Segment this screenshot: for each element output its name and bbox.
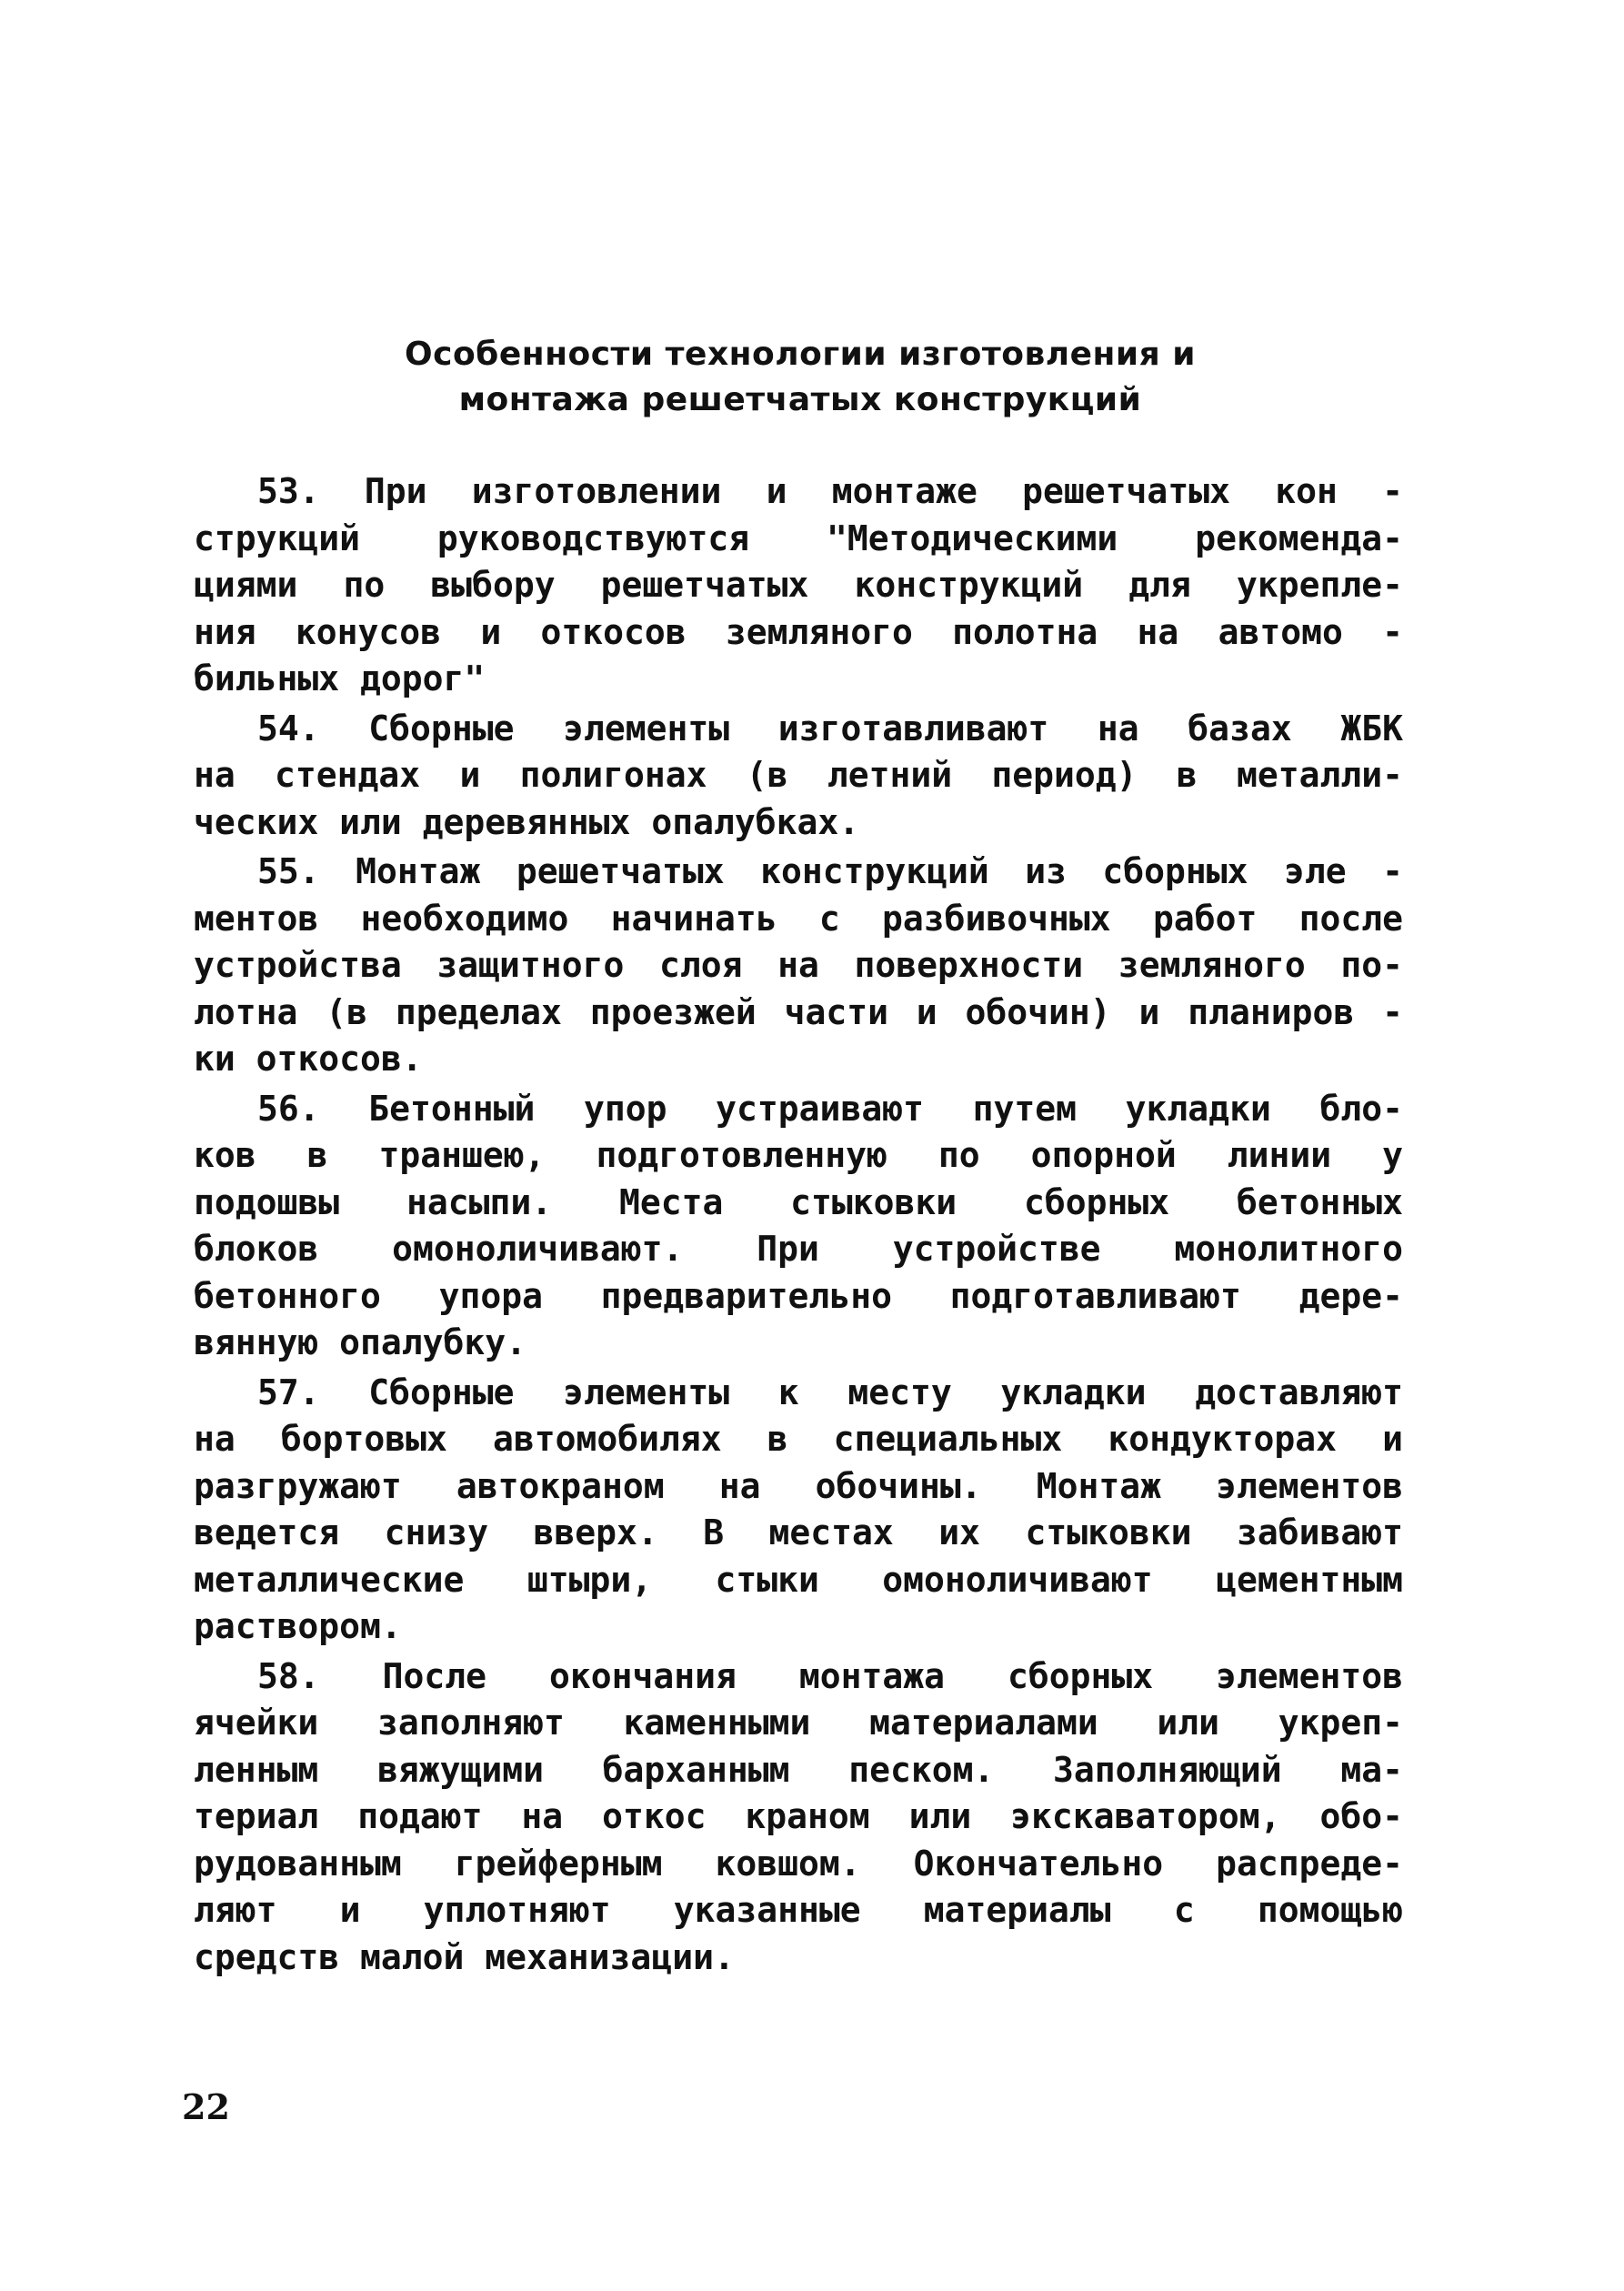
text-line: 55. Монтаж решетчатых конструкций из сборных эле - [257,851,1403,891]
section-heading [382,332,1218,423]
text-line: 56. Бетонный упор устраивают путем укладки бло- [257,1088,1403,1129]
section-heading-line: Особенности технологии изготовления и [405,336,1196,373]
section-heading-line: монтажа решетчатых конструкций [458,381,1142,418]
text-line: металлические штыри, стыки омоноличивают цементным [194,1559,1403,1600]
paragraph-55 [194,849,1403,1083]
text-line: раствором. [194,1606,402,1646]
text-line: вянную опалубку. [194,1322,527,1362]
text-line: струкций руководствуются "Методическими рекоменда- [194,517,1403,558]
paragraph-57 [194,1370,1403,1651]
text-line: териал подают на откос краном или экскаватором, обо- [194,1796,1403,1836]
text-line: блоков омоноличивают. При устройстве монолитного [194,1229,1403,1269]
text-line: ния конусов и откосов земляного полотна на автомо - [194,611,1403,652]
text-line: ведется снизу вверх. В местах их стыковки забивают [194,1512,1403,1552]
text-line: ки откосов. [194,1039,423,1079]
text-line: разгружают автокраном на обочины. Монтаж элементов [194,1465,1403,1506]
text-line: циями по выбору решетчатых конструкций для укрепле- [194,565,1403,605]
text-line: средств малой механизации. [194,1936,735,1977]
text-line: устройства защитного слоя на поверхности земляного по- [194,945,1403,985]
paragraph-56 [194,1086,1403,1367]
text-line: ячейки заполняют каменными материалами или укреп- [194,1703,1403,1743]
text-line: подошвы насыпи. Места стыковки сборных бетонных [194,1181,1403,1222]
text-line: бетонного упора предварительно подготавливают дере- [194,1275,1403,1316]
text-line: бильных дорог" [194,658,486,698]
text-line: рудованным грейферным ковшом. Окончательно распреде- [194,1843,1403,1884]
text-line: ческих или деревянных опалубках. [194,801,860,842]
paragraph-58 [194,1653,1403,1982]
paragraph-54 [194,706,1403,847]
text-line: на стендах и полигонах (в летний период) в металли- [194,755,1403,795]
text-line: 54. Сборные элементы изготавливают на базах ЖБК [257,708,1403,749]
paragraph-53 [194,468,1403,703]
text-line: 57. Сборные элементы к месту укладки доставляют [257,1372,1403,1412]
text-line: 58. После окончания монтажа сборных элементов [257,1655,1403,1696]
text-line: ков в траншею, подготовленную по опорной линии у [194,1135,1403,1175]
body-text [194,468,1403,1984]
text-line: на бортовых автомобилях в специальных кондукторах и [194,1419,1403,1459]
text-line: 53. При изготовлении и монтаже решетчатых кон - [257,471,1403,511]
text-line: ленным вяжущими барханным песком. Заполняющий ма- [194,1749,1403,1790]
text-line: ментов необходимо начинать с разбивочных работ после [194,898,1403,939]
text-line: ляют и уплотняют указанные материалы с помощью [194,1890,1403,1930]
text-line: лотна (в пределах проезжей части и обочин) и планиров - [194,991,1403,1032]
page-number: 22 [182,2086,230,2127]
